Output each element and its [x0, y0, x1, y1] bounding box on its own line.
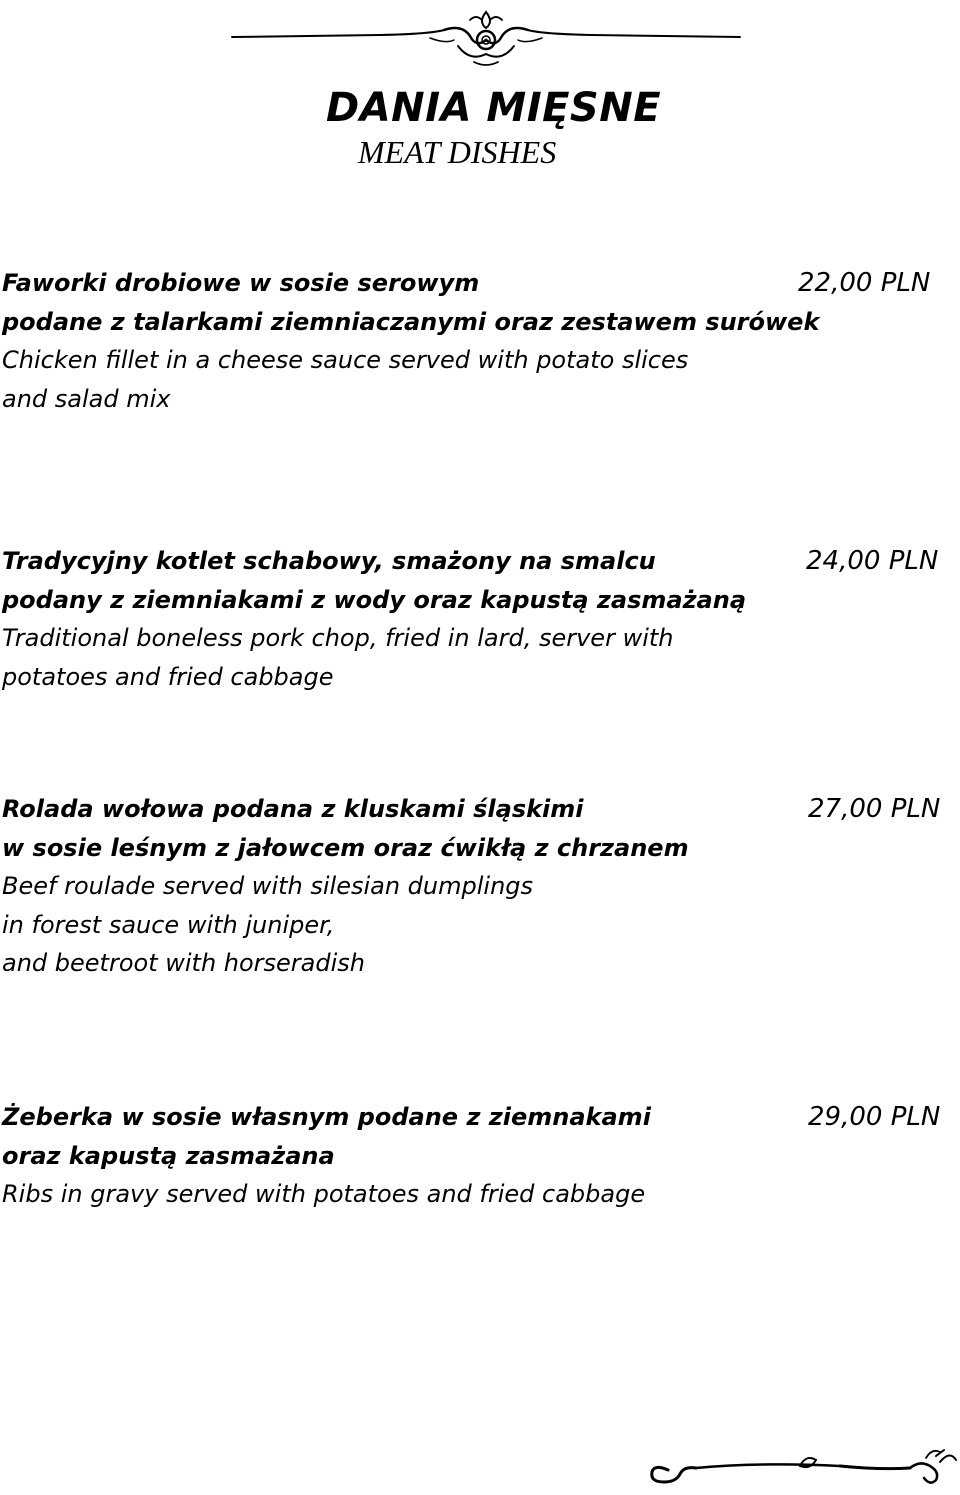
dish-price: 22,00 PLN [798, 268, 931, 298]
section-subtitle: MEAT DISHES [358, 134, 557, 170]
section-title: DANIA MIĘSNE [326, 85, 662, 131]
dish-description-pl: podany z ziemniakami z wody oraz kapustą zasmażaną [2, 585, 747, 614]
dish-description-en: and beetroot with horseradish [2, 949, 365, 977]
dish-description-pl: oraz kapustą zasmażana [2, 1141, 335, 1170]
dish-description-pl: podane z talarkami ziemniaczanymi oraz zestawem surówek [2, 307, 820, 336]
dish-price: 24,00 PLN [806, 546, 939, 576]
dish-price: 27,00 PLN [808, 794, 941, 824]
dish-description-en: Chicken fillet in a cheese sauce served with potato slices [2, 346, 689, 374]
dish-description-en: and salad mix [2, 384, 171, 413]
dish-description-en: potatoes and fried cabbage [2, 662, 334, 691]
menu-item [2, 264, 960, 418]
dish-name-pl: Żeberka w sosie własnym podane z ziemnakami [2, 1103, 651, 1131]
bottom-ornament-icon [640, 1440, 960, 1495]
dish-description-en: in forest sauce with juniper, [2, 910, 335, 939]
dish-price: 29,00 PLN [808, 1102, 941, 1132]
top-ornament-icon [230, 4, 742, 70]
dish-name-pl: Faworki drobiowe w sosie serowym [2, 269, 480, 297]
dish-description-en: Traditional boneless pork chop, fried in lard, server with [2, 624, 674, 652]
dish-description-en: Beef roulade served with silesian dumplings [2, 872, 534, 900]
menu-item [2, 1098, 960, 1214]
dish-description-en: Ribs in gravy served with potatoes and fried cabbage [2, 1180, 646, 1208]
dish-name-pl: Tradycyjny kotlet schabowy, smażony na smalcu [2, 547, 656, 575]
menu-item [2, 542, 960, 696]
dish-name-pl: Rolada wołowa podana z kluskami śląskimi [2, 795, 584, 823]
dish-description-pl: w sosie leśnym z jałowcem oraz ćwikłą z chrzanem [2, 833, 689, 862]
menu-item [2, 790, 960, 983]
